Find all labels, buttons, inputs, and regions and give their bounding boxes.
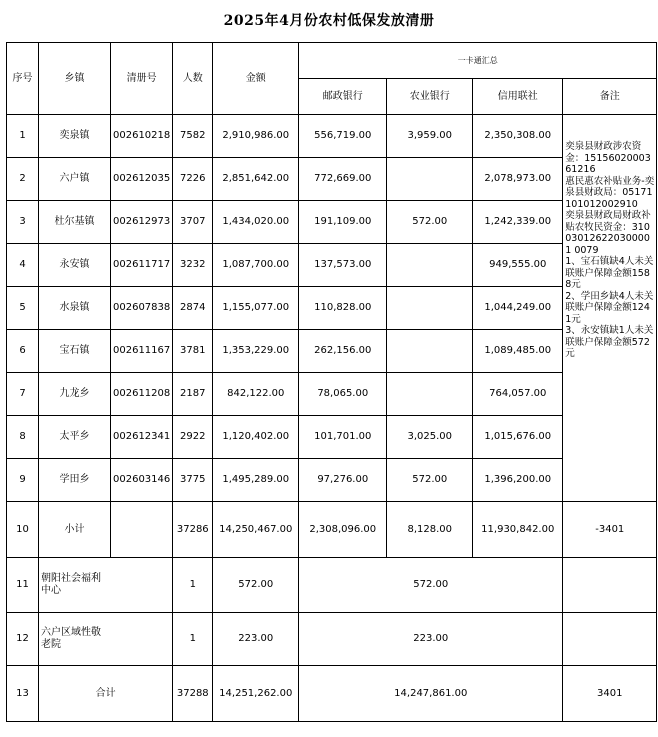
remark-line: 奕泉县财政涉农资金：1515602000361216 xyxy=(565,141,651,175)
cell-agri: 3,959.00 xyxy=(387,115,473,158)
header-town: 乡镇 xyxy=(39,43,111,115)
table-row xyxy=(7,201,657,244)
cell-people: 1 xyxy=(173,558,213,613)
table-row xyxy=(7,287,657,330)
cell-people: 2922 xyxy=(173,416,213,459)
cell-town: 永安镇 xyxy=(39,244,111,287)
cell-register-no: 002611717 xyxy=(111,244,173,287)
total-remark: 3401 xyxy=(563,666,657,722)
total-label: 合计 xyxy=(39,666,173,722)
header-credit: 信用联社 xyxy=(473,79,563,115)
table-row xyxy=(7,244,657,287)
institution-name: 朝阳社会福利中心 xyxy=(41,573,101,596)
total-card: 14,247,861.00 xyxy=(299,666,563,722)
cell-seq: 4 xyxy=(7,244,39,287)
cell-agri: 572.00 xyxy=(387,201,473,244)
cell-seq: 8 xyxy=(7,416,39,459)
cell-amount: 842,122.00 xyxy=(213,373,299,416)
cell-town: 学田乡 xyxy=(39,459,111,502)
table-row xyxy=(7,613,657,666)
cell-seq: 10 xyxy=(7,502,39,558)
cell-town: 水泉镇 xyxy=(39,287,111,330)
cell-amount: 2,910,986.00 xyxy=(213,115,299,158)
cell-town: 宝石镇 xyxy=(39,330,111,373)
cell-amount: 1,155,077.00 xyxy=(213,287,299,330)
payment-register-table xyxy=(6,42,657,722)
cell-seq: 6 xyxy=(7,330,39,373)
total-row xyxy=(7,666,657,722)
cell-seq: 9 xyxy=(7,459,39,502)
cell-seq: 5 xyxy=(7,287,39,330)
header-remark: 备注 xyxy=(563,79,657,115)
cell-town: 六户镇 xyxy=(39,158,111,201)
table-row xyxy=(7,558,657,613)
cell-town: 奕泉镇 xyxy=(39,115,111,158)
cell-agri xyxy=(387,287,473,330)
cell-seq: 1 xyxy=(7,115,39,158)
cell-people: 7582 xyxy=(173,115,213,158)
cell-amount: 1,495,289.00 xyxy=(213,459,299,502)
table-row xyxy=(7,416,657,459)
cell-agri xyxy=(387,373,473,416)
table-row xyxy=(7,330,657,373)
cell-credit: 1,044,249.00 xyxy=(473,287,563,330)
subtotal-postal: 2,308,096.00 xyxy=(299,502,387,558)
cell-postal: 262,156.00 xyxy=(299,330,387,373)
cell-agri: 572.00 xyxy=(387,459,473,502)
table-row xyxy=(7,115,657,158)
cell-card-total: 223.00 xyxy=(299,613,563,666)
cell-people: 2874 xyxy=(173,287,213,330)
cell-register-no: 002610218 xyxy=(111,115,173,158)
remark-line: 奕泉县财政局财政补贴农牧民资金：310030126220300001 0079 xyxy=(565,210,651,256)
cell-register-no xyxy=(111,502,173,558)
cell-amount: 1,434,020.00 xyxy=(213,201,299,244)
remark-line: 惠民惠农补贴业务-奕泉县财政局：05171101012002910 xyxy=(565,175,655,210)
cell-seq: 2 xyxy=(7,158,39,201)
cell-seq: 3 xyxy=(7,201,39,244)
cell-seq: 13 xyxy=(7,666,39,722)
cell-seq: 12 xyxy=(7,613,39,666)
subtotal-credit: 11,930,842.00 xyxy=(473,502,563,558)
remark-line: 2、学田乡缺4人未关联账户保障金额1241元 xyxy=(565,290,654,325)
cell-credit: 949,555.00 xyxy=(473,244,563,287)
cell-postal: 137,573.00 xyxy=(299,244,387,287)
cell-people: 2187 xyxy=(173,373,213,416)
institution-label xyxy=(39,558,173,613)
cell-postal: 110,828.00 xyxy=(299,287,387,330)
cell-people: 3781 xyxy=(173,330,213,373)
cell-postal: 191,109.00 xyxy=(299,201,387,244)
cell-credit: 2,078,973.00 xyxy=(473,158,563,201)
cell-card-total: 572.00 xyxy=(299,558,563,613)
cell-amount: 1,120,402.00 xyxy=(213,416,299,459)
cell-register-no: 002612341 xyxy=(111,416,173,459)
cell-agri xyxy=(387,330,473,373)
subtotal-people: 37286 xyxy=(173,502,213,558)
cell-amount: 1,353,229.00 xyxy=(213,330,299,373)
cell-seq: 7 xyxy=(7,373,39,416)
cell-postal: 101,701.00 xyxy=(299,416,387,459)
cell-people: 3707 xyxy=(173,201,213,244)
cell-register-no: 002611167 xyxy=(111,330,173,373)
cell-credit: 1,015,676.00 xyxy=(473,416,563,459)
cell-postal: 78,065.00 xyxy=(299,373,387,416)
remark-line: 1、宝石镇缺4人未关联账户保障金额1588元 xyxy=(565,256,654,290)
total-amount: 14,251,262.00 xyxy=(213,666,299,722)
cell-credit: 1,396,200.00 xyxy=(473,459,563,502)
cell-people: 1 xyxy=(173,613,213,666)
cell-credit: 1,242,339.00 xyxy=(473,201,563,244)
institution-name: 六户区域性敬老院 xyxy=(41,627,101,650)
cell-people: 3775 xyxy=(173,459,213,502)
cell-postal: 97,276.00 xyxy=(299,459,387,502)
cell-credit: 1,089,485.00 xyxy=(473,330,563,373)
header-register-no: 清册号 xyxy=(111,43,173,115)
subtotal-remark: -3401 xyxy=(563,502,657,558)
cell-credit: 2,350,308.00 xyxy=(473,115,563,158)
subtotal-row xyxy=(7,502,657,558)
remark-line: 3、永安镇缺1人未关联账户保障金额572元 xyxy=(565,325,654,359)
header-agri: 农业银行 xyxy=(387,79,473,115)
institution-label xyxy=(39,613,173,666)
cell-people: 3232 xyxy=(173,244,213,287)
subtotal-agri: 8,128.00 xyxy=(387,502,473,558)
cell-register-no: 002607838 xyxy=(111,287,173,330)
cell-register-no: 002611208 xyxy=(111,373,173,416)
cell-people: 7226 xyxy=(173,158,213,201)
cell-register-no: 002603146 xyxy=(111,459,173,502)
cell-amount: 2,851,642.00 xyxy=(213,158,299,201)
cell-postal: 772,669.00 xyxy=(299,158,387,201)
cell-credit: 764,057.00 xyxy=(473,373,563,416)
header-amount: 金额 xyxy=(213,43,299,115)
table-row xyxy=(7,459,657,502)
subtotal-label: 小计 xyxy=(39,502,111,558)
cell-register-no: 002612035 xyxy=(111,158,173,201)
subtotal-amount: 14,250,467.00 xyxy=(213,502,299,558)
cell-register-no: 002612973 xyxy=(111,201,173,244)
cell-agri xyxy=(387,158,473,201)
header-card-group: 一卡通汇总 xyxy=(299,43,657,79)
cell-seq: 11 xyxy=(7,558,39,613)
cell-amount: 572.00 xyxy=(213,558,299,613)
cell-remark xyxy=(563,613,657,666)
remark-note xyxy=(563,115,657,502)
table-row xyxy=(7,158,657,201)
table-row xyxy=(7,373,657,416)
cell-amount: 223.00 xyxy=(213,613,299,666)
cell-remark xyxy=(563,558,657,613)
cell-agri: 3,025.00 xyxy=(387,416,473,459)
cell-town: 九龙乡 xyxy=(39,373,111,416)
cell-agri xyxy=(387,244,473,287)
cell-postal: 556,719.00 xyxy=(299,115,387,158)
cell-amount: 1,087,700.00 xyxy=(213,244,299,287)
total-people: 37288 xyxy=(173,666,213,722)
header-postal: 邮政银行 xyxy=(299,79,387,115)
header-people: 人数 xyxy=(173,43,213,115)
header-seq: 序号 xyxy=(7,43,39,115)
page-title: 2025年4月份农村低保发放清册 xyxy=(223,13,435,29)
cell-town: 杜尔基镇 xyxy=(39,201,111,244)
cell-town: 太平乡 xyxy=(39,416,111,459)
